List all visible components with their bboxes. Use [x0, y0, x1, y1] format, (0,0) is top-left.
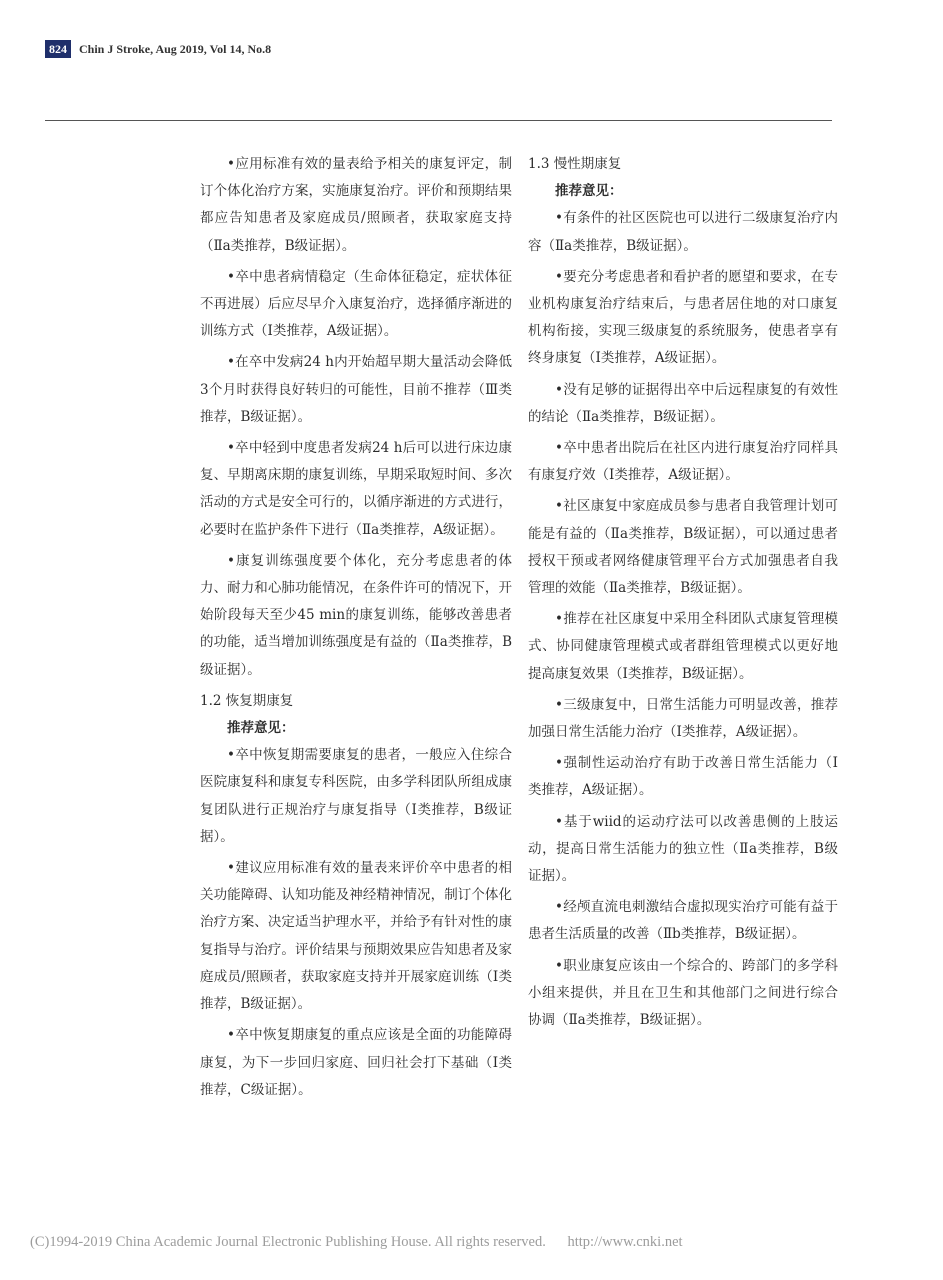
right-column [528, 151, 838, 1038]
paragraph: •卒中恢复期康复的重点应该是全面的功能障碍康复，为下一步回归家庭、回归社会打下基础（Ⅰ类推荐，C级证据）。 [200, 1027, 512, 1098]
section-heading: 1.3 慢性期康复 [528, 156, 622, 172]
left-column [200, 151, 512, 1108]
paragraph: •有条件的社区医院也可以进行二级康复治疗内容（Ⅱa类推荐，B级证据）。 [528, 210, 838, 254]
paragraph: •职业康复应该由一个综合的、跨部门的多学科小组来提供，并且在卫生和其他部门之间进行综合协调（Ⅱa类推荐，B级证据）。 [528, 957, 838, 1029]
paragraph: •卒中患者病情稳定（生命体征稳定，症状体征不再进展）后应尽早介入康复治疗，选择循序渐进的训练方式（Ⅰ类推荐，A级证据）。 [200, 268, 512, 340]
paragraph: •强制性运动治疗有助于改善日常生活能力（Ⅰ类推荐，A级证据）。 [528, 755, 838, 799]
page-footer [30, 1234, 683, 1251]
journal-citation: Chin J Stroke, Aug 2019, Vol 14, No.8 [79, 41, 272, 56]
paragraph: •基于wiid的运动疗法可以改善患侧的上肢运动，提高日常生活能力的独立性（Ⅱa类推荐，B级证据）。 [528, 813, 838, 885]
paragraph: •没有足够的证据得出卒中后远程康复的有效性的结论（Ⅱa类推荐，B级证据）。 [528, 381, 838, 425]
paragraph: •应用标准有效的量表给予相关的康复评定，制订个体化治疗方案，实施康复治疗。评价和预期结果都应告知患者及家庭成员/照顾者，获取家庭支持（Ⅱa类推荐，B级证据）。 [200, 156, 512, 254]
paragraph: •三级康复中，日常生活能力可明显改善，推荐加强日常生活能力治疗（Ⅰ类推荐，A级证据）。 [528, 696, 838, 741]
paragraph: •在卒中发病24 h内开始超早期大量活动会降低3个月时获得良好转归的可能性，目前不推荐（Ⅲ类推荐，B级证据）。 [200, 354, 512, 425]
paragraph: •要充分考虑患者和看护者的愿望和要求，在专业机构康复治疗结束后，与患者居住地的对口康复机构衔接，实现三级康复的系统服务，使患者享有终身康复（Ⅰ类推荐，A级证据）。 [528, 268, 838, 367]
recommendation-label: 推荐意见： [227, 720, 295, 737]
paragraph: •社区康复中家庭成员参与患者自我管理计划可能是有益的（Ⅱa类推荐，B级证据），可以通过患者授权干预或者网络健康管理平台方式加强患者自我管理的效能（Ⅱa类推荐，B级证据）。 [528, 498, 838, 597]
paragraph: •卒中患者出院后在社区内进行康复治疗同样具有康复疗效（Ⅰ类推荐，A级证据）。 [528, 440, 838, 484]
paragraph: •建议应用标准有效的量表来评价卒中患者的相关功能障碍、认知功能及神经精神情况，制订个体化治疗方案、决定适当护理水平，并给予有针对性的康复指导与治疗。评价结果与预期效果应告知患者及家庭成员/照顾者，获取家庭支持并开展家庭训练（Ⅰ类推荐，B级证据）。 [200, 860, 512, 1013]
paragraph: •卒中恢复期需要康复的患者，一般应入住综合医院康复科和康复专科医院，由多学科团队所组成康复团队进行正规治疗与康复指导（Ⅰ类推荐，B级证据）。 [200, 747, 512, 845]
header-divider [45, 120, 832, 121]
paragraph: •卒中轻到中度患者发病24 h后可以进行床边康复、早期离床期的康复训练，早期采取短时间、多次活动的方式是安全可行的，以循序渐进的方式进行，必要时在监护条件下进行（Ⅱa类推荐，A级证据）。 [200, 440, 512, 538]
page-header [45, 40, 271, 58]
section-heading: 1.2 恢复期康复 [200, 692, 294, 709]
paragraph: •推荐在社区康复中采用全科团队式康复管理模式、协同健康管理模式或者群组管理模式以更好地提高康复效果（Ⅰ类推荐，B级证据）。 [528, 611, 838, 682]
page-number: 824 [45, 40, 71, 58]
copyright-notice: (C)1994-2019 China Academic Journal Electronic Publishing House. All rights reserved. [30, 1234, 546, 1250]
paragraph: •康复训练强度要个体化，充分考虑患者的体力、耐力和心肺功能情况，在条件许可的情况下，开始阶段每天至少45 min的康复训练，能够改善患者的功能，适当增加训练强度是有益的（Ⅱa类推荐，B级证据）。 [200, 552, 512, 678]
paragraph: •经颅直流电刺激结合虚拟现实治疗可能有益于患者生活质量的改善（Ⅱb类推荐，B级证据）。 [528, 899, 838, 943]
recommendation-label: 推荐意见： [555, 183, 623, 200]
footer-url: http://www.cnki.net [567, 1234, 683, 1250]
